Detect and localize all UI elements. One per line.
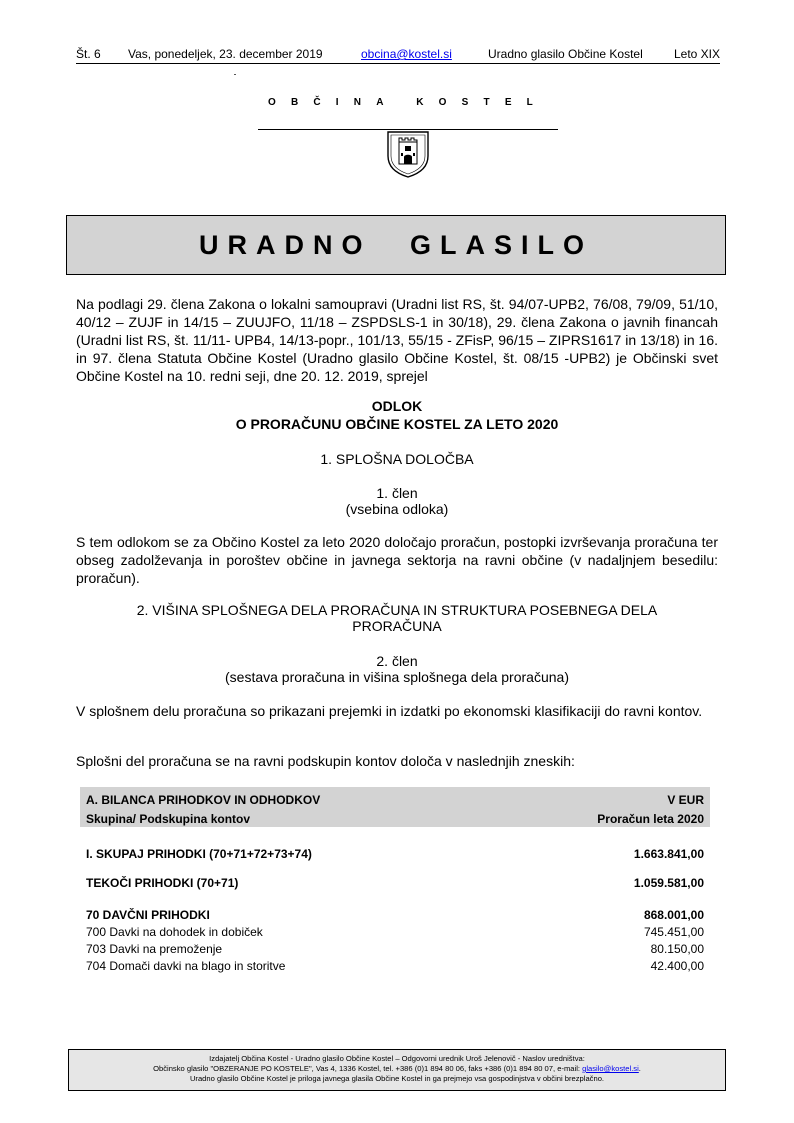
row-label: 704 Domači davki na blago in storitve (86, 959, 286, 973)
column-header-budget: Proračun leta 2020 (597, 812, 704, 826)
running-header (76, 47, 720, 64)
issue-date: Vas, ponedeljek, 23. december 2019 (128, 47, 323, 61)
section-heading-1: 1. SPLOŠNA DOLOČBA (320, 451, 474, 467)
article-2-paragraph-2: Splošni del proračuna se na ravni podskupin kontov določa v naslednjih zneskih: (76, 753, 575, 769)
table-row (86, 876, 704, 892)
row-label: 703 Davki na premoženje (86, 942, 223, 956)
issue-number: Št. 6 (76, 47, 101, 61)
footer-period: . (638, 1064, 641, 1073)
footer-email-link[interactable]: glasilo@kostel.si (582, 1064, 639, 1073)
article-1-title: (vsebina odloka) (345, 501, 449, 517)
header-email-link[interactable]: obcina@kostel.si (361, 47, 452, 61)
section-heading-2-cont: PRORAČUNA (352, 618, 442, 634)
article-2-title: (sestava proračuna in višina splošnega dela proračuna) (225, 669, 569, 685)
table-currency: V EUR (667, 793, 704, 807)
row-value: 1.663.841,00 (633, 847, 704, 861)
table-row (86, 908, 704, 924)
budget-table (80, 787, 710, 973)
row-label: I. SKUPAJ PRIHODKI (70+71+72+73+74) (86, 847, 312, 861)
footer-contact: Občinsko glasilo "OBZERANJE PO KOSTELE", Vas 4, 1336 Kostel, tel. +386 (0)1 894 80 06, faks +386 (0)1 894 80 07, e-mail: (153, 1064, 583, 1073)
footer-line-3: Uradno glasilo Občine Kostel je priloga javnega glasila Občine Kostel in ga prejmejo vsa gospodinjstva v občini brezplačno. (189, 1074, 605, 1083)
gazette-title-banner (66, 215, 726, 275)
row-value: 80.150,00 (650, 942, 704, 956)
table-row (86, 847, 704, 863)
gazette-name: Uradno glasilo Občine Kostel (488, 47, 643, 61)
row-value: 1.059.581,00 (633, 876, 704, 890)
article-1-paragraph: S tem odlokom se za Občino Kostel za leto 2020 določajo proračun, postopki izvrševanja proračuna ter obseg zadolževanja in poroštev občine in javnega sektorja na ravni občine (v nadaljnjem besedilu: proračun). (76, 534, 718, 586)
gazette-year: Leto XIX (673, 47, 720, 61)
row-label: 700 Davki na dohodek in dobiček (86, 925, 263, 939)
preamble-paragraph: Na podlagi 29. člena Zakona o lokalni samoupravi (Uradni list RS, št. 94/07-UPB2, 76/08, 79/09, 51/10, 40/12 – ZUJF in 14/15 – ZUUJFO, 11/18 – ZSPDSLS-1 in 30/18), 29. člena Zakona o javnih financah (Uradni list RS, št. 11/11- UPB4, 14/13-popr., 101/13, 55/15 - ZFisP, 96/15 – ZIPRS1617 in 13/18) in 16. in 97. člena Statuta Občine Kostel (Uradno glasilo Občine Kostel, št. 08/15 -UPB2) je Občinski svet Občine Kostel na 10. redni seji, dne 20. 12. 2019, sprejel (76, 296, 718, 384)
publisher-footer (68, 1049, 726, 1091)
article-1-number: 1. člen (376, 485, 418, 501)
row-value: 745.451,00 (643, 925, 704, 939)
stray-mark (234, 74, 236, 75)
table-title: A. BILANCA PRIHODKOV IN ODHODKOV (86, 793, 321, 807)
decree-title: ODLOK (371, 398, 423, 414)
municipality-name: OBČINA KOSTEL (267, 97, 548, 108)
row-label: TEKOČI PRIHODKI (70+71) (86, 876, 239, 890)
section-heading-2: 2. VIŠINA SPLOŠNEGA DELA PRORAČUNA IN STRUKTURA POSEBNEGA DELA (136, 602, 658, 618)
row-label: 70 DAVČNI PRIHODKI (86, 908, 210, 922)
article-2-paragraph-1: V splošnem delu proračuna so prikazani prejemki in izdatki po ekonomski klasifikaciji do ravni kontov. (76, 703, 703, 719)
article-2-number: 2. člen (376, 653, 418, 669)
table-header (80, 787, 710, 827)
gazette-title: URADNO GLASILO (199, 229, 593, 260)
table-row (86, 942, 704, 958)
table-row (86, 925, 704, 941)
row-value: 868.001,00 (643, 908, 704, 922)
decree-subtitle: O PRORAČUNU OBČINE KOSTEL ZA LETO 2020 (235, 416, 559, 432)
footer-line-1: Izdajatelj Občina Kostel - Uradno glasilo Občine Kostel – Odgovorni urednik Uroš Jelenovič - Naslov uredništva: (209, 1054, 585, 1063)
row-value: 42.400,00 (650, 959, 704, 973)
column-header-group: Skupina/ Podskupina kontov (86, 812, 251, 826)
table-row (86, 959, 704, 975)
footer-line-2 (69, 1064, 725, 1074)
coat-of-arms-icon (386, 130, 430, 178)
